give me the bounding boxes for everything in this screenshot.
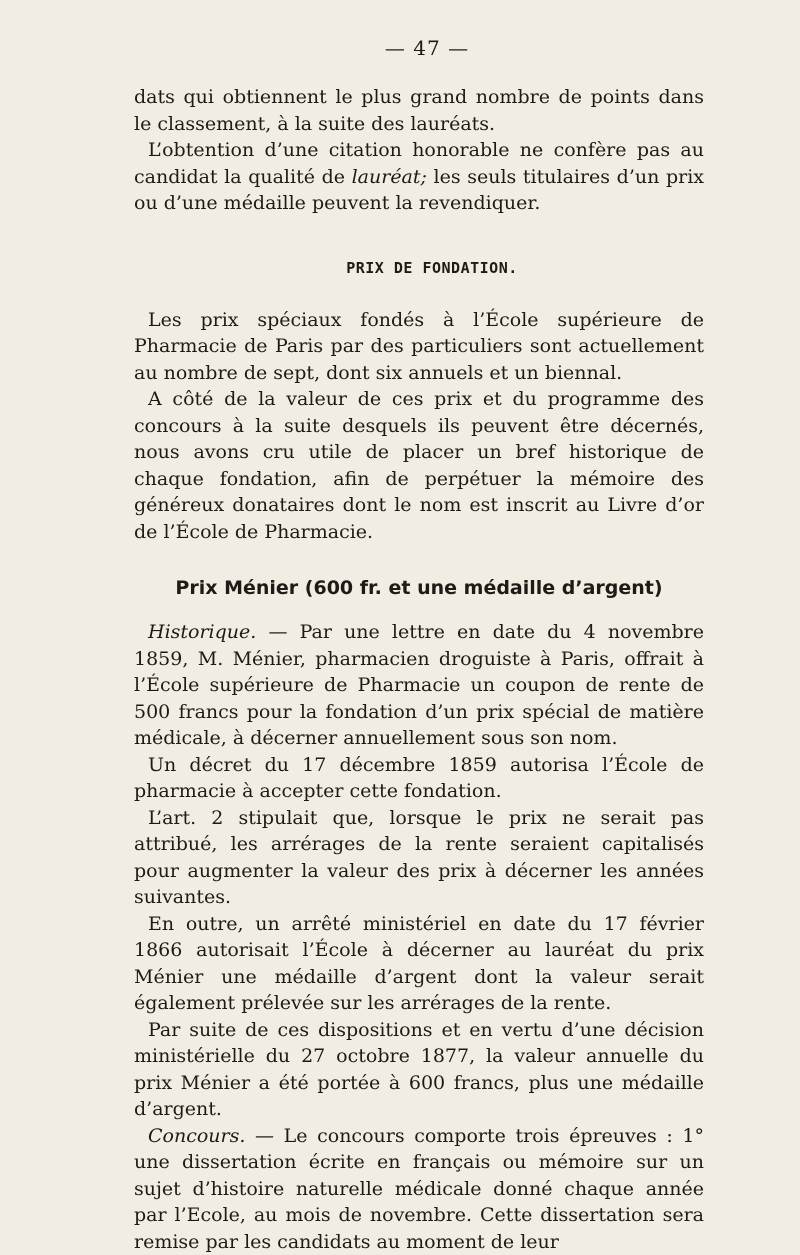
arrete-paragraph: En outre, un arrêté ministériel en date du 17 février 1866 autorisait l’École à décerner au lauréat du prix Ménier une médaille d’argent dont la valeur serait également prélevée sur les arrérages de la rente. [134,911,704,1017]
section-title: PRIX DE FONDATION. [134,259,704,277]
concours-paragraph [134,1123,704,1255]
intro-paragraph-2 [134,137,704,217]
intro-paragraph-1: dats qui obtiennent le plus grand nombre de points dans le classement, à la suite des lauréats. [134,84,704,137]
section-paragraph-1: Les prix spéciaux fondés à l’École supérieure de Pharmacie de Paris par des particuliers sont actuellement au nombre de sept, dont six annuels et un biennal. [134,307,704,387]
concours-label: Concours. [148,1125,245,1147]
decision-paragraph: Par suite de ces dispositions et en vertu d’une décision ministérielle du 27 octobre 1877, la valeur annuelle du prix Ménier a été portée à 600 francs, plus une médaille d’argent. [134,1017,704,1123]
page-number: — 47 — [134,36,704,60]
historique-label: Historique. [148,621,256,643]
decret-paragraph: Un décret du 17 décembre 1859 autorisa l’École de pharmacie à accepter cette fondation. [134,752,704,805]
historique-text: — Par une lettre en date du 4 novembre 1859, M. Ménier, pharmacien droguiste à Paris, offrait à l’École supérieure de Pharmacie un coupon de rente de 500 francs pour la fondation d’un prix spécial de matière médicale, à décerner annuellement sous son nom. [134,621,704,749]
section-paragraph-2: A côté de la valeur de ces prix et du programme des concours à la suite desquels ils peuvent être décernés, nous avons cru utile de placer un bref historique de chaque fondation, afin de perpétuer la mémoire des généreux donataires dont le nom est inscrit au Livre d’or de l’École de Pharmacie. [134,386,704,545]
laureat-term: lauréat; [352,166,427,188]
article-paragraph: L’art. 2 stipulait que, lorsque le prix ne serait pas attribué, les arrérages de la rente seraient capitalisés pour augmenter la valeur des prix à décerner les années suivantes. [134,805,704,911]
intro-paragraph-2-text-a: L’obtention d’une citation honorable ne confère pas au candidat la qualité de [134,139,704,188]
subsection-title: Prix Ménier (600 fr. et une médaille d’argent) [134,577,704,599]
historique-paragraph [134,619,704,752]
concours-text: — Le concours comporte trois épreuves : 1° une dissertation écrite en français ou mémoire sur un sujet d’histoire naturelle médicale donné chaque année par l’Ecole, au mois de novembre. Cette dissertation sera remise par les candidats au moment de leur [134,1125,704,1253]
intro-paragraph-2-text-b: les seuls titulaires d’un prix ou d’une médaille peuvent la revendiquer. [134,166,704,215]
